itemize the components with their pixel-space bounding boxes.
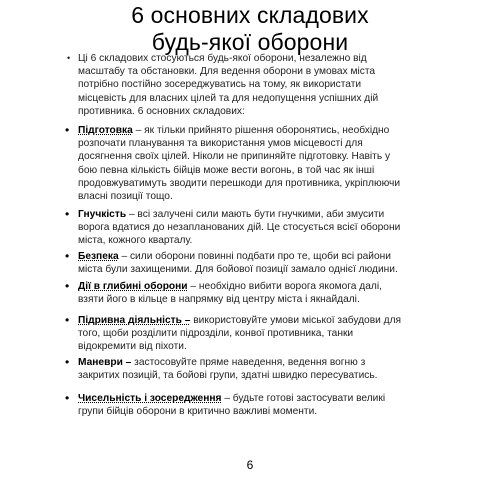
list-item-text: використовуйте умови міської забудови для того, щоби розділити підрозділи, конвої противника, танки відокремити від піхоти. [78,315,402,353]
bullet-icon: • [65,207,70,221]
list-item-text: – сили оборони повинні подбати про те, щоби всі райони міста були захищеними. Для бойової позиції замало однієї людини. [78,251,398,276]
list-item-term: Чисельність і зосередження [78,393,222,404]
list-item-term: Підривна діяльність – [78,315,191,326]
list-item-subversion [65,313,408,354]
list-item-maneuver [65,355,408,382]
list-item-text: – як тільки прийнято рішення оборонятись, необхідно розпочати планування та використання умов місцевості для досягнення своїх цілей. Ніколи не припиняйте підготовку. Навіть у бою певна кількість бійців може вести вогонь, в той час як інші продовжуватимуть зводити перешкоди для противника, укріплюючи власні позиції тощо. [78,125,401,203]
list-item-term: Безпека [78,251,119,262]
title-line-2: будь-якої оборони [151,29,349,55]
page-number: 6 [246,458,254,472]
list-item-term: Дії в глибині оборони [78,281,188,292]
list-item-text: застосовуйте пряме наведення, ведення вогню з закритих позицій, та бойові групи, здатні швидко пересуватись. [78,357,378,382]
bullet-icon: • [65,355,70,369]
list-item-term: Підготовка [78,125,133,136]
title-line-1: 6 основних складових [131,2,369,28]
bullet-icon: • [65,123,70,137]
list-item-text: – будьте готові застосувати великі групи бійців оборони в критично важливі моменти. [78,393,386,418]
list-item-depth [65,279,408,306]
bullet-icon: • [65,313,70,327]
intro-text: Ці 6 складових стосуються будь-якої оборони, незалежно від масштабу та обстановки. Для ведення оборони в умовах міста потрібно постійно зосереджуватись на тому, як використати місцевість для власних цілей та для недопущення успішних дій противника. 6 основних складових: [78,53,379,117]
list-item-preparation [65,123,408,203]
bullet-icon: • [65,279,70,293]
list-item-text: – всі залучені сили мають бути гнучкими, аби змусити ворога вдатися до незапланованих дій. Це стосується всієї оборони міста, кожного кварталу. [78,209,401,247]
list-item-mass [65,391,408,418]
list-item-text: – необхідно вибити ворога якомога далі, взяти його в кільце в напрямку від центру міста і якнайдалі. [78,281,382,306]
intro-paragraph [67,52,404,118]
list-item-term: Маневри – [78,357,132,368]
list-item-term: Гнучкість [78,209,127,220]
list-item-flexibility [65,207,408,248]
bullet-icon: • [65,249,70,263]
page-title [40,2,460,56]
list-item-security [65,249,408,276]
bullet-icon: • [65,391,70,405]
bullet-dot-icon: • [67,53,71,63]
